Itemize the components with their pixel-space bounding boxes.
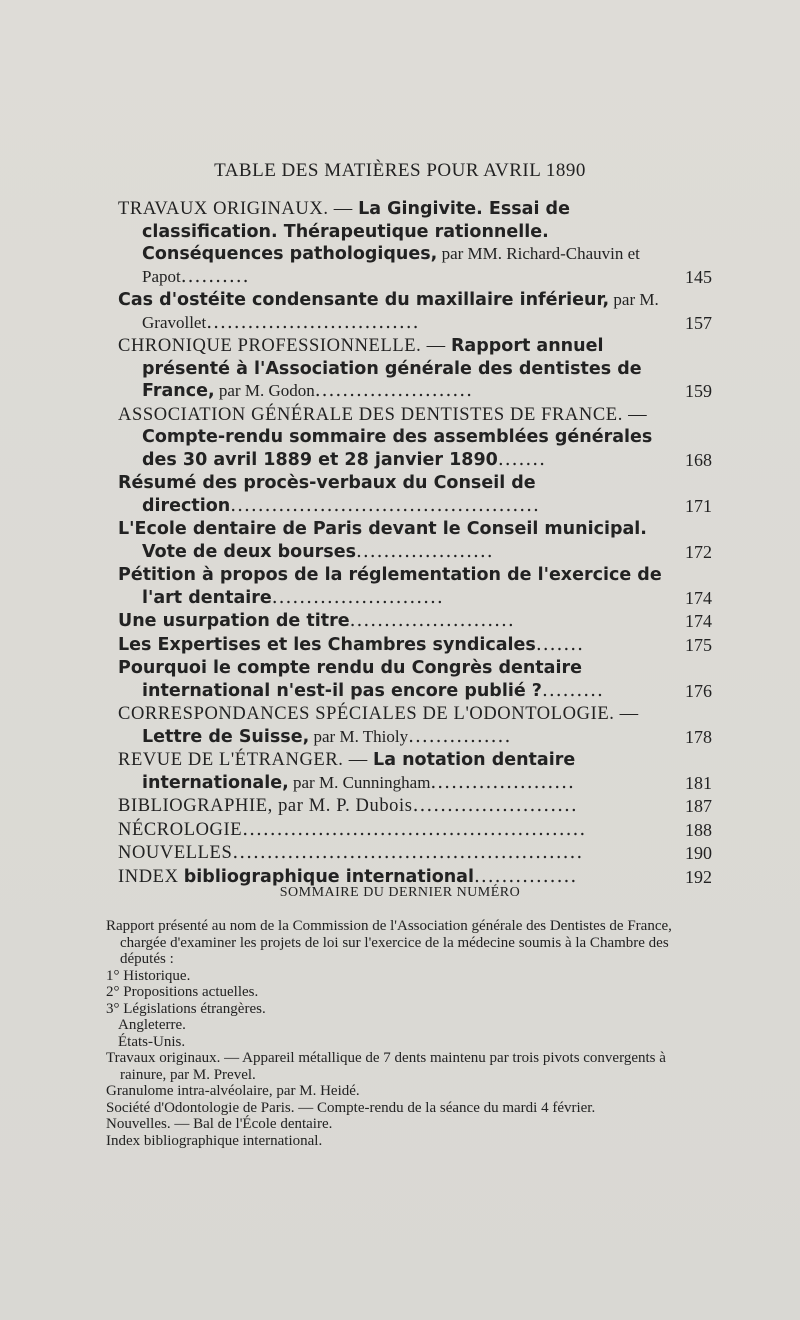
dot-leader: ............................... (206, 311, 420, 333)
dot-leader: ............... (408, 725, 512, 747)
toc-page-number: 176 (685, 680, 712, 701)
dot-leader: .................... (356, 540, 494, 562)
toc-title: Résumé des procès-verbaux du Conseil de direction (118, 473, 536, 516)
toc-author: par M. Thioly (309, 726, 409, 746)
toc-entry (118, 198, 720, 288)
summary-title: SOMMAIRE DU DERNIER NUMÉRO (279, 885, 521, 900)
dot-leader: ............... (474, 865, 578, 887)
toc-title: Pétition à propos de la réglementation de l'exercice de l'art dentaire (118, 565, 662, 608)
toc-entry (118, 657, 720, 702)
summary-line: États-Unis. (118, 1033, 186, 1050)
toc-entry (118, 842, 720, 865)
dot-leader: ............................................. (230, 494, 540, 516)
toc-page-number: 188 (685, 819, 712, 840)
toc-entry (118, 335, 720, 403)
toc-entry (118, 819, 720, 842)
summary-line: Rapport présenté au nom de la Commission de l'Association générale des Dentistes de France, chargée d'examiner les projets de loi sur l'exercice de la médecine soumis à la Chambre des députés : (106, 918, 672, 967)
toc-entry (118, 404, 720, 472)
summary-line: 2° Propositions actuelles. (106, 984, 259, 1000)
toc-entry (118, 795, 720, 818)
summary-line: Index bibliographique international. (106, 1132, 323, 1149)
toc-title: Les Expertises et les Chambres syndicales (118, 634, 536, 655)
toc-section: NOUVELLES (118, 843, 233, 863)
toc-page-number: 168 (685, 449, 712, 470)
toc-section: REVUE DE L'ÉTRANGER. — (118, 750, 374, 770)
toc-page-number: 145 (685, 266, 712, 287)
toc-entry (118, 472, 720, 517)
toc-title: Pourquoi le compte rendu du Congrès dentaire international n'est-il pas encore publié ? (118, 658, 582, 701)
toc-page-number: 174 (685, 587, 712, 608)
toc-title: Une usurpation de titre (118, 611, 350, 631)
dot-leader: .................................................. (242, 818, 587, 840)
toc-page-number: 192 (685, 866, 712, 887)
summary-list (106, 918, 712, 1149)
toc-entry (118, 564, 720, 609)
summary-line: Société d'Odontologie de Paris. — Compte-rendu de la séance du mardi 4 février. (106, 1099, 596, 1116)
dot-leader: ........................ (412, 795, 578, 816)
toc-page-number: 172 (685, 541, 712, 562)
toc-author: par M. Gravollet (142, 290, 659, 332)
toc-section: CHRONIQUE PROFESSIONNELLE. — (118, 336, 451, 356)
dot-leader: ......................... (271, 586, 444, 608)
page-title: TABLE DES MATIÈRES POUR AVRIL 1890 (214, 160, 586, 181)
toc-page-number: 175 (685, 634, 712, 655)
dot-leader: ....... (497, 448, 546, 470)
dot-leader: ....... (535, 633, 584, 655)
toc-title: La Gingivite. Essai de classification. Thérapeutique rationnelle. Conséquences pathologiques, (142, 199, 570, 264)
summary-line: Nouvelles. — Bal de l'École dentaire. (106, 1116, 333, 1132)
toc-section: NÉCROLOGIE (118, 819, 243, 840)
toc-page-number: 159 (685, 381, 712, 401)
summary-line: 3° Législations étrangères. (106, 1000, 266, 1017)
dot-leader: ................................................... (232, 842, 584, 863)
toc-page-number: 178 (685, 726, 712, 747)
toc-title: Compte-rendu sommaire des assemblées générales des 30 avril 1889 et 28 janvier 1890 (142, 427, 653, 470)
toc-page-number: 157 (685, 312, 712, 333)
toc-title: bibliographique international (183, 866, 474, 887)
toc-entry (118, 634, 720, 657)
toc-page-number: 190 (685, 843, 712, 863)
toc-section: CORRESPONDANCES SPÉCIALES DE L'ODONTOLOGIE. — (118, 704, 639, 724)
toc-title: Lettre de Suisse, (142, 726, 310, 747)
toc-title: Cas d'ostéite condensante du maxillaire inférieur, (118, 290, 610, 310)
toc-page-number: 171 (685, 495, 712, 516)
toc-entry (118, 703, 720, 748)
dot-leader: ......... (541, 679, 604, 701)
summary-line: Angleterre. (118, 1017, 186, 1033)
summary-line: 1° Historique. (106, 967, 191, 984)
toc-section: ASSOCIATION GÉNÉRALE DES DENTISTES DE FRANCE. — (118, 404, 648, 425)
toc-section: BIBLIOGRAPHIE, par M. P. Dubois (118, 796, 413, 816)
toc-title: Rapport annuel présenté à l'Association générale des dentistes de France, (142, 336, 642, 401)
toc-title: La notation dentaire internationale, (142, 750, 576, 793)
toc-page-number: 187 (685, 796, 712, 816)
toc-page-number: 181 (685, 772, 712, 793)
dot-leader: ..................... (430, 771, 575, 793)
toc-entry (118, 749, 720, 794)
table-of-contents (118, 198, 720, 888)
toc-section: TRAVAUX ORIGINAUX. — (118, 199, 359, 219)
toc-author: par M. Cunningham (288, 772, 431, 792)
dot-leader: ....................... (314, 380, 473, 401)
dot-leader: ........................ (349, 610, 515, 631)
toc-author: par MM. Richard-Chauvin et Papot (142, 244, 640, 286)
toc-entry (118, 518, 720, 563)
summary-line: Granulome intra-alvéolaire, par M. Heidé. (106, 1083, 360, 1099)
toc-entry (118, 289, 720, 334)
toc-section: INDEX (118, 866, 184, 887)
dot-leader: .......... (180, 265, 250, 287)
toc-title: L'Ecole dentaire de Paris devant le Conseil municipal. Vote de deux bourses (118, 519, 647, 562)
summary-line: Travaux originaux. — Appareil métallique de 7 dents maintenu par trois pivots convergents à rainure, par M. Prevel. (106, 1050, 666, 1083)
toc-entry (118, 610, 720, 633)
toc-author: par M. Godon (214, 381, 315, 400)
toc-page-number: 174 (685, 611, 712, 631)
